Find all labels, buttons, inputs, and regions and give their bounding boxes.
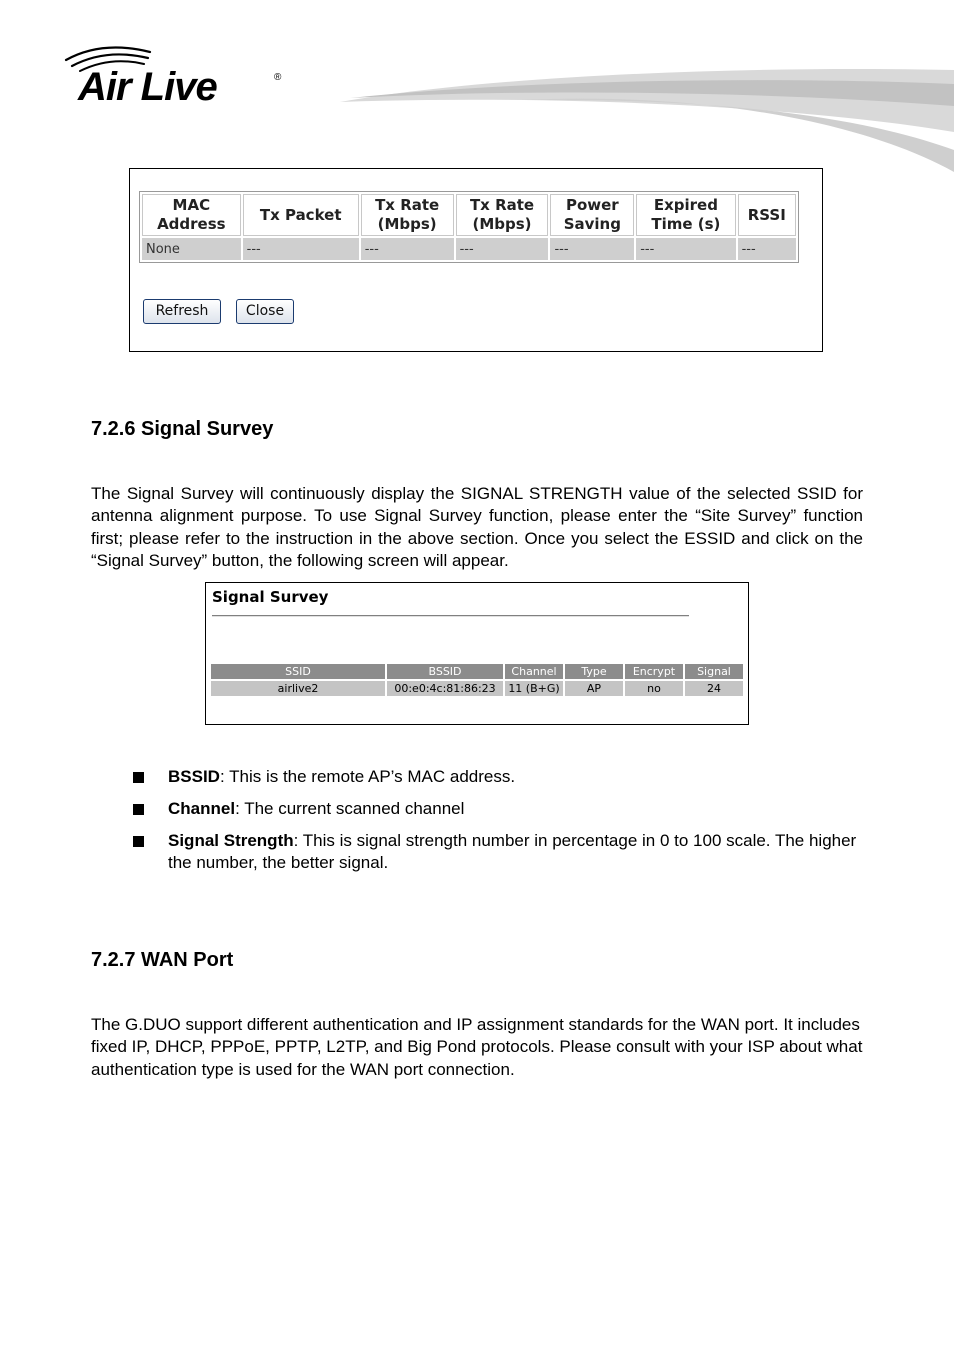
bullet-square-icon xyxy=(133,772,144,783)
col-signal: Signal xyxy=(685,664,743,679)
col-tx-rate: Tx Rate (Mbps) xyxy=(456,194,549,236)
table-cell: 24 xyxy=(685,681,743,696)
section-heading-wan-port: 7.2.7 WAN Port xyxy=(91,949,234,971)
signal-survey-screenshot xyxy=(205,582,749,725)
col-expired-time: Expired Time (s) xyxy=(636,194,735,236)
header-swoosh-decoration xyxy=(340,60,954,180)
col-power-saving: Power Saving xyxy=(550,194,634,236)
col-mac-address: MAC Address xyxy=(142,194,241,236)
bullet-term: BSSID xyxy=(168,767,220,786)
col-bssid: BSSID xyxy=(387,664,503,679)
station-list-screenshot xyxy=(129,168,823,352)
col-type: Type xyxy=(565,664,623,679)
bullet-text: : This is the remote AP’s MAC address. xyxy=(219,767,516,786)
col-channel: Channel xyxy=(505,664,563,679)
signal-survey-table xyxy=(209,662,745,698)
bullet-square-icon xyxy=(133,836,144,847)
bullet-term: Channel xyxy=(168,799,236,818)
station-table xyxy=(139,191,799,263)
table-cell: airlive2 xyxy=(211,681,385,696)
bullet-text: : The current scanned channel xyxy=(235,799,465,818)
table-cell: --- xyxy=(456,238,549,260)
table-cell: --- xyxy=(738,238,796,260)
col-tx-rate: Tx Rate (Mbps) xyxy=(361,194,454,236)
table-cell: 00:e0:4c:81:86:23 xyxy=(387,681,503,696)
bullet-text: : This is signal strength number in percentage in 0 to 100 scale. The higher the number, the better signal. xyxy=(168,831,857,873)
signal-survey-title: Signal Survey xyxy=(212,588,329,606)
table-row xyxy=(142,238,796,260)
table-cell: no xyxy=(625,681,683,696)
close-button[interactable]: Close xyxy=(236,299,294,324)
survey-table-header xyxy=(211,664,743,679)
table-cell: --- xyxy=(243,238,359,260)
col-encrypt: Encrypt xyxy=(625,664,683,679)
signal-survey-paragraph: The Signal Survey will continuously display the SIGNAL STRENGTH value of the selected SSID for antenna alignment purpose. To use Signal Survey function, please enter the “Site Survey” function first; please refer to the instruction in the above section. Once you select the ESSID and click on the “Signal Survey” button, the following screen will appear. xyxy=(91,484,863,570)
section-heading-signal-survey: 7.2.6 Signal Survey xyxy=(91,418,274,440)
title-divider xyxy=(212,615,689,617)
airlive-logo xyxy=(62,40,292,110)
table-cell: AP xyxy=(565,681,623,696)
col-tx-packet: Tx Packet xyxy=(243,194,359,236)
col-ssid: SSID xyxy=(211,664,385,679)
col-rssi: RSSI xyxy=(738,194,796,236)
station-table-header xyxy=(142,194,796,236)
table-cell: --- xyxy=(636,238,735,260)
logo-wordmark: Air Live xyxy=(78,65,217,109)
refresh-button[interactable]: Refresh xyxy=(143,299,221,324)
registered-mark: ® xyxy=(274,72,282,83)
bullet-term: Signal Strength xyxy=(168,831,294,850)
bullet-square-icon xyxy=(133,804,144,815)
wan-port-paragraph: The G.DUO support different authentication and IP assignment standards for the WAN port. It includes fixed IP, DHCP, PPPoE, PPTP, L2TP, and Big Pond protocols. Please consult with your ISP about what authentication type is used for the WAN port connection. xyxy=(91,1015,863,1079)
table-row xyxy=(211,681,743,696)
table-cell: None xyxy=(142,238,241,260)
table-cell: --- xyxy=(361,238,454,260)
table-cell: --- xyxy=(550,238,634,260)
table-cell: 11 (B+G) xyxy=(505,681,563,696)
